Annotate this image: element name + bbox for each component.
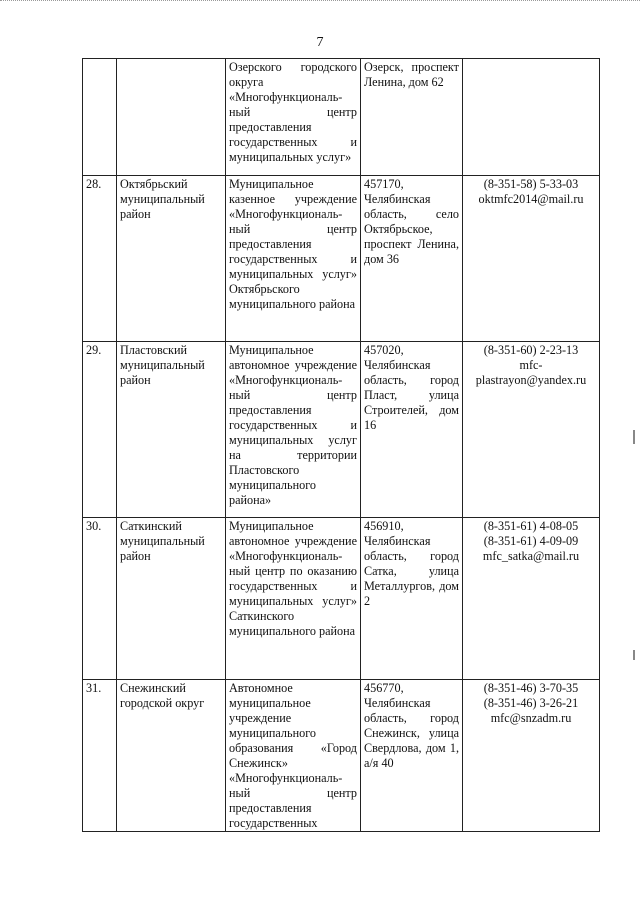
address-cell: 456910, Челябинская область, город Сатка, улица Металлургов, дом 2 — [361, 518, 463, 680]
organization-cell: Озерского городского округа «Многофункциональ-ный центр предоставления государственных и муниципальных услуг» — [226, 59, 361, 176]
municipality-cell: Пластовский муниципальный район — [117, 342, 226, 518]
contacts-cell — [463, 59, 600, 176]
municipality-cell: Октябрьский муниципальный район — [117, 176, 226, 342]
email-address: oktmfc2014@mail.ru — [478, 192, 584, 206]
address-cell: 456770, Челябинская область, город Снежинск, улица Свердлова, дом 1, а/я 40 — [361, 680, 463, 832]
email-address: mfc- — [519, 358, 543, 372]
phone-number: (8-351-61) 4-08-05 — [483, 519, 579, 533]
address-cell: Озерск, проспект Ленина, дом 62 — [361, 59, 463, 176]
email-address: mfc@snzadm.ru — [490, 711, 572, 725]
row-number-cell: 31. — [83, 680, 117, 832]
organization-cell: Муниципальное автономное учреждение «Многофункциональ-ный центр предоставления государственных и муниципальных услуг на территории Пластовского муниципального района» — [226, 342, 361, 518]
contacts-cell — [463, 342, 600, 518]
phone-number: (8-351-60) 2-23-13 — [483, 343, 579, 357]
table-row — [83, 680, 600, 832]
address-cell: 457020, Челябинская область, город Пласт, улица Строителей, дом 16 — [361, 342, 463, 518]
row-number-cell: 30. — [83, 518, 117, 680]
municipality-cell: Снежинский городской округ — [117, 680, 226, 832]
email-address: plastrayon@yandex.ru — [475, 373, 587, 387]
scan-mark — [633, 650, 635, 660]
mfc-registry-table — [82, 58, 600, 832]
scan-edge-line — [0, 0, 640, 15]
table-row — [83, 342, 600, 518]
contacts-cell — [463, 518, 600, 680]
row-number-cell: 28. — [83, 176, 117, 342]
phone-number: (8-351-58) 5-33-03 — [483, 177, 579, 191]
organization-cell: Муниципальное автономное учреждение «Многофункциональ-ный центр по оказанию государственных и муниципальных услуг» Саткинского муниципального района — [226, 518, 361, 680]
table-row — [83, 518, 600, 680]
address-cell: 457170, Челябинская область, село Октябрьское, проспект Ленина, дом 36 — [361, 176, 463, 342]
municipality-cell — [117, 59, 226, 176]
contacts-cell — [463, 176, 600, 342]
organization-cell: Муниципальное казенное учреждение «Многофункциональ-ный центр предоставления государственных и муниципальных услуг» Октябрьского муниципального района — [226, 176, 361, 342]
contacts-cell — [463, 680, 600, 832]
page-number: 7 — [316, 35, 324, 50]
phone-number: (8-351-46) 3-26-21 — [483, 696, 579, 710]
row-number-cell — [83, 59, 117, 176]
phone-number: (8-351-46) 3-70-35 — [483, 681, 579, 695]
municipality-cell: Саткинский муниципальный район — [117, 518, 226, 680]
table-row — [83, 59, 600, 176]
table-row — [83, 176, 600, 342]
row-number-cell: 29. — [83, 342, 117, 518]
phone-number: (8-351-61) 4-09-09 — [483, 534, 579, 548]
organization-cell: Автономное муниципальное учреждение муниципального образования «Город Снежинск» «Многофункциональ-ный центр предоставления государственных — [226, 680, 361, 832]
email-address: mfc_satka@mail.ru — [482, 549, 580, 563]
scan-mark — [633, 430, 635, 444]
